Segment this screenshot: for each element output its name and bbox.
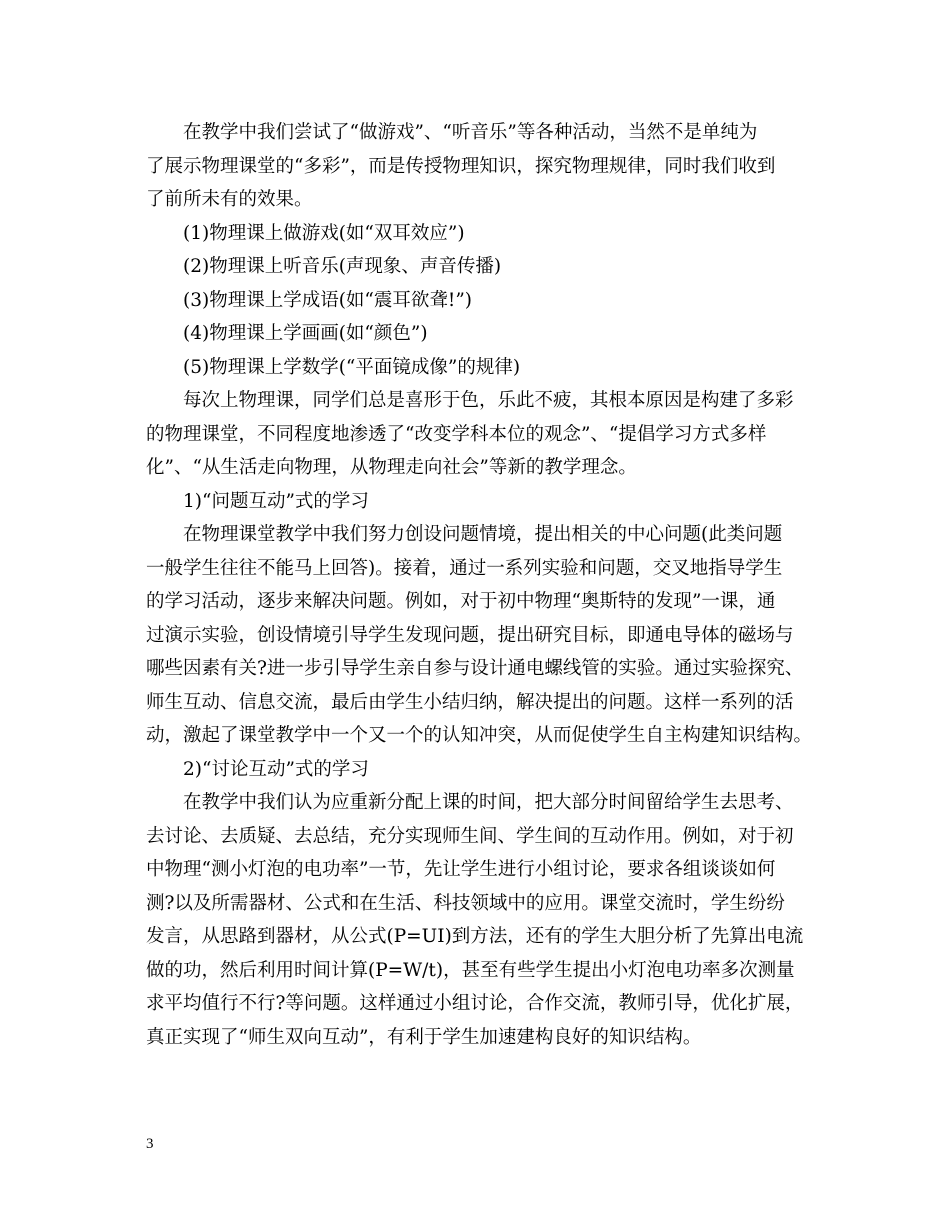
text-line: 在教学中我们尝试了“做游戏”、“听音乐”等各种活动，当然不是单纯为 (183, 122, 758, 143)
text-line: 真正实现了“师生双向互动”，有利于学生加速建构良好的知识结构。 (146, 1027, 702, 1048)
text-line: (4)物理课上学画画(如“颜色”) (183, 323, 428, 344)
text-line: 每次上物理课，同学们总是喜形于色，乐此不疲，其根本原因是构建了多彩 (183, 390, 794, 411)
text-line: 2)“讨论互动”式的学习 (183, 759, 369, 780)
text-line: 在物理课堂教学中我们努力创设问题情境，提出相关的中心问题(此类问题 (183, 524, 783, 545)
text-line: 做的功，然后利用时间计算(P=W/t)，甚至有些学生提出小灯泡电功率多次测量 (146, 960, 795, 981)
text-line: 哪些因素有关?进一步引导学生亲自参与设计通电螺线管的实验。通过实验探究、 (146, 658, 804, 679)
text-line: (5)物理课上学数学(“平面镜成像”的规律) (183, 357, 521, 378)
text-line: (3)物理课上学成语(如“震耳欲聋!”) (183, 290, 472, 311)
text-line: 动，激起了课堂教学中一个又一个的认知冲突，从而促使学生自主构建知识结构。 (146, 725, 813, 746)
text-line: 在教学中我们认为应重新分配上课的时间，把大部分时间留给学生去思考、 (183, 792, 794, 813)
text-line: 化”、“从生活走向物理，从物理走向社会”等新的教学理念。 (146, 457, 637, 478)
text-line: 发言，从思路到器材，从公式(P=UI)到方法，还有的学生大胆分析了先算出电流 (146, 926, 804, 947)
text-line: 师生互动、信息交流，最后由学生小结归纳，解决提出的问题。这样一系列的活 (146, 692, 794, 713)
text-line: 求平均值行不行?等问题。这样通过小组讨论，合作交流，教师引导，优化扩展， (146, 993, 804, 1014)
text-line: 去讨论、去质疑、去总结，充分实现师生间、学生间的互动作用。例如，对于初 (146, 826, 794, 847)
text-line: (2)物理课上听音乐(声现象、声音传播) (183, 256, 502, 277)
text-line: 中物理“测小灯泡的电功率”一节，先让学生进行小组讨论，要求各组谈谈如何 (146, 859, 776, 880)
text-line: 的物理课堂，不同程度地渗透了“改变学科本位的观念”、“提倡学习方式多样 (146, 424, 767, 445)
text-line: 过演示实验，创设情境引导学生发现问题，提出研究目标，即通电导体的磁场与 (146, 625, 794, 646)
text-line: 的学习活动，逐步来解决问题。例如，对于初中物理“奥斯特的发现”一课，通 (146, 591, 776, 612)
text-line: 了前所未有的效果。 (146, 189, 313, 210)
text-line: 一般学生往往不能马上回答)。接着，通过一系列实验和问题，交叉地指导学生 (146, 558, 783, 579)
text-line: 了展示物理课堂的“多彩”，而是传授物理知识，探究物理规律，同时我们收到 (146, 156, 776, 177)
text-line: 1)“问题互动”式的学习 (183, 491, 369, 512)
page-number: 3 (146, 1136, 154, 1152)
text-line: (1)物理课上做游戏(如“双耳效应”) (183, 223, 465, 244)
text-line: 测?以及所需器材、公式和在生活、科技领域中的应用。课堂交流时，学生纷纷 (146, 893, 785, 914)
